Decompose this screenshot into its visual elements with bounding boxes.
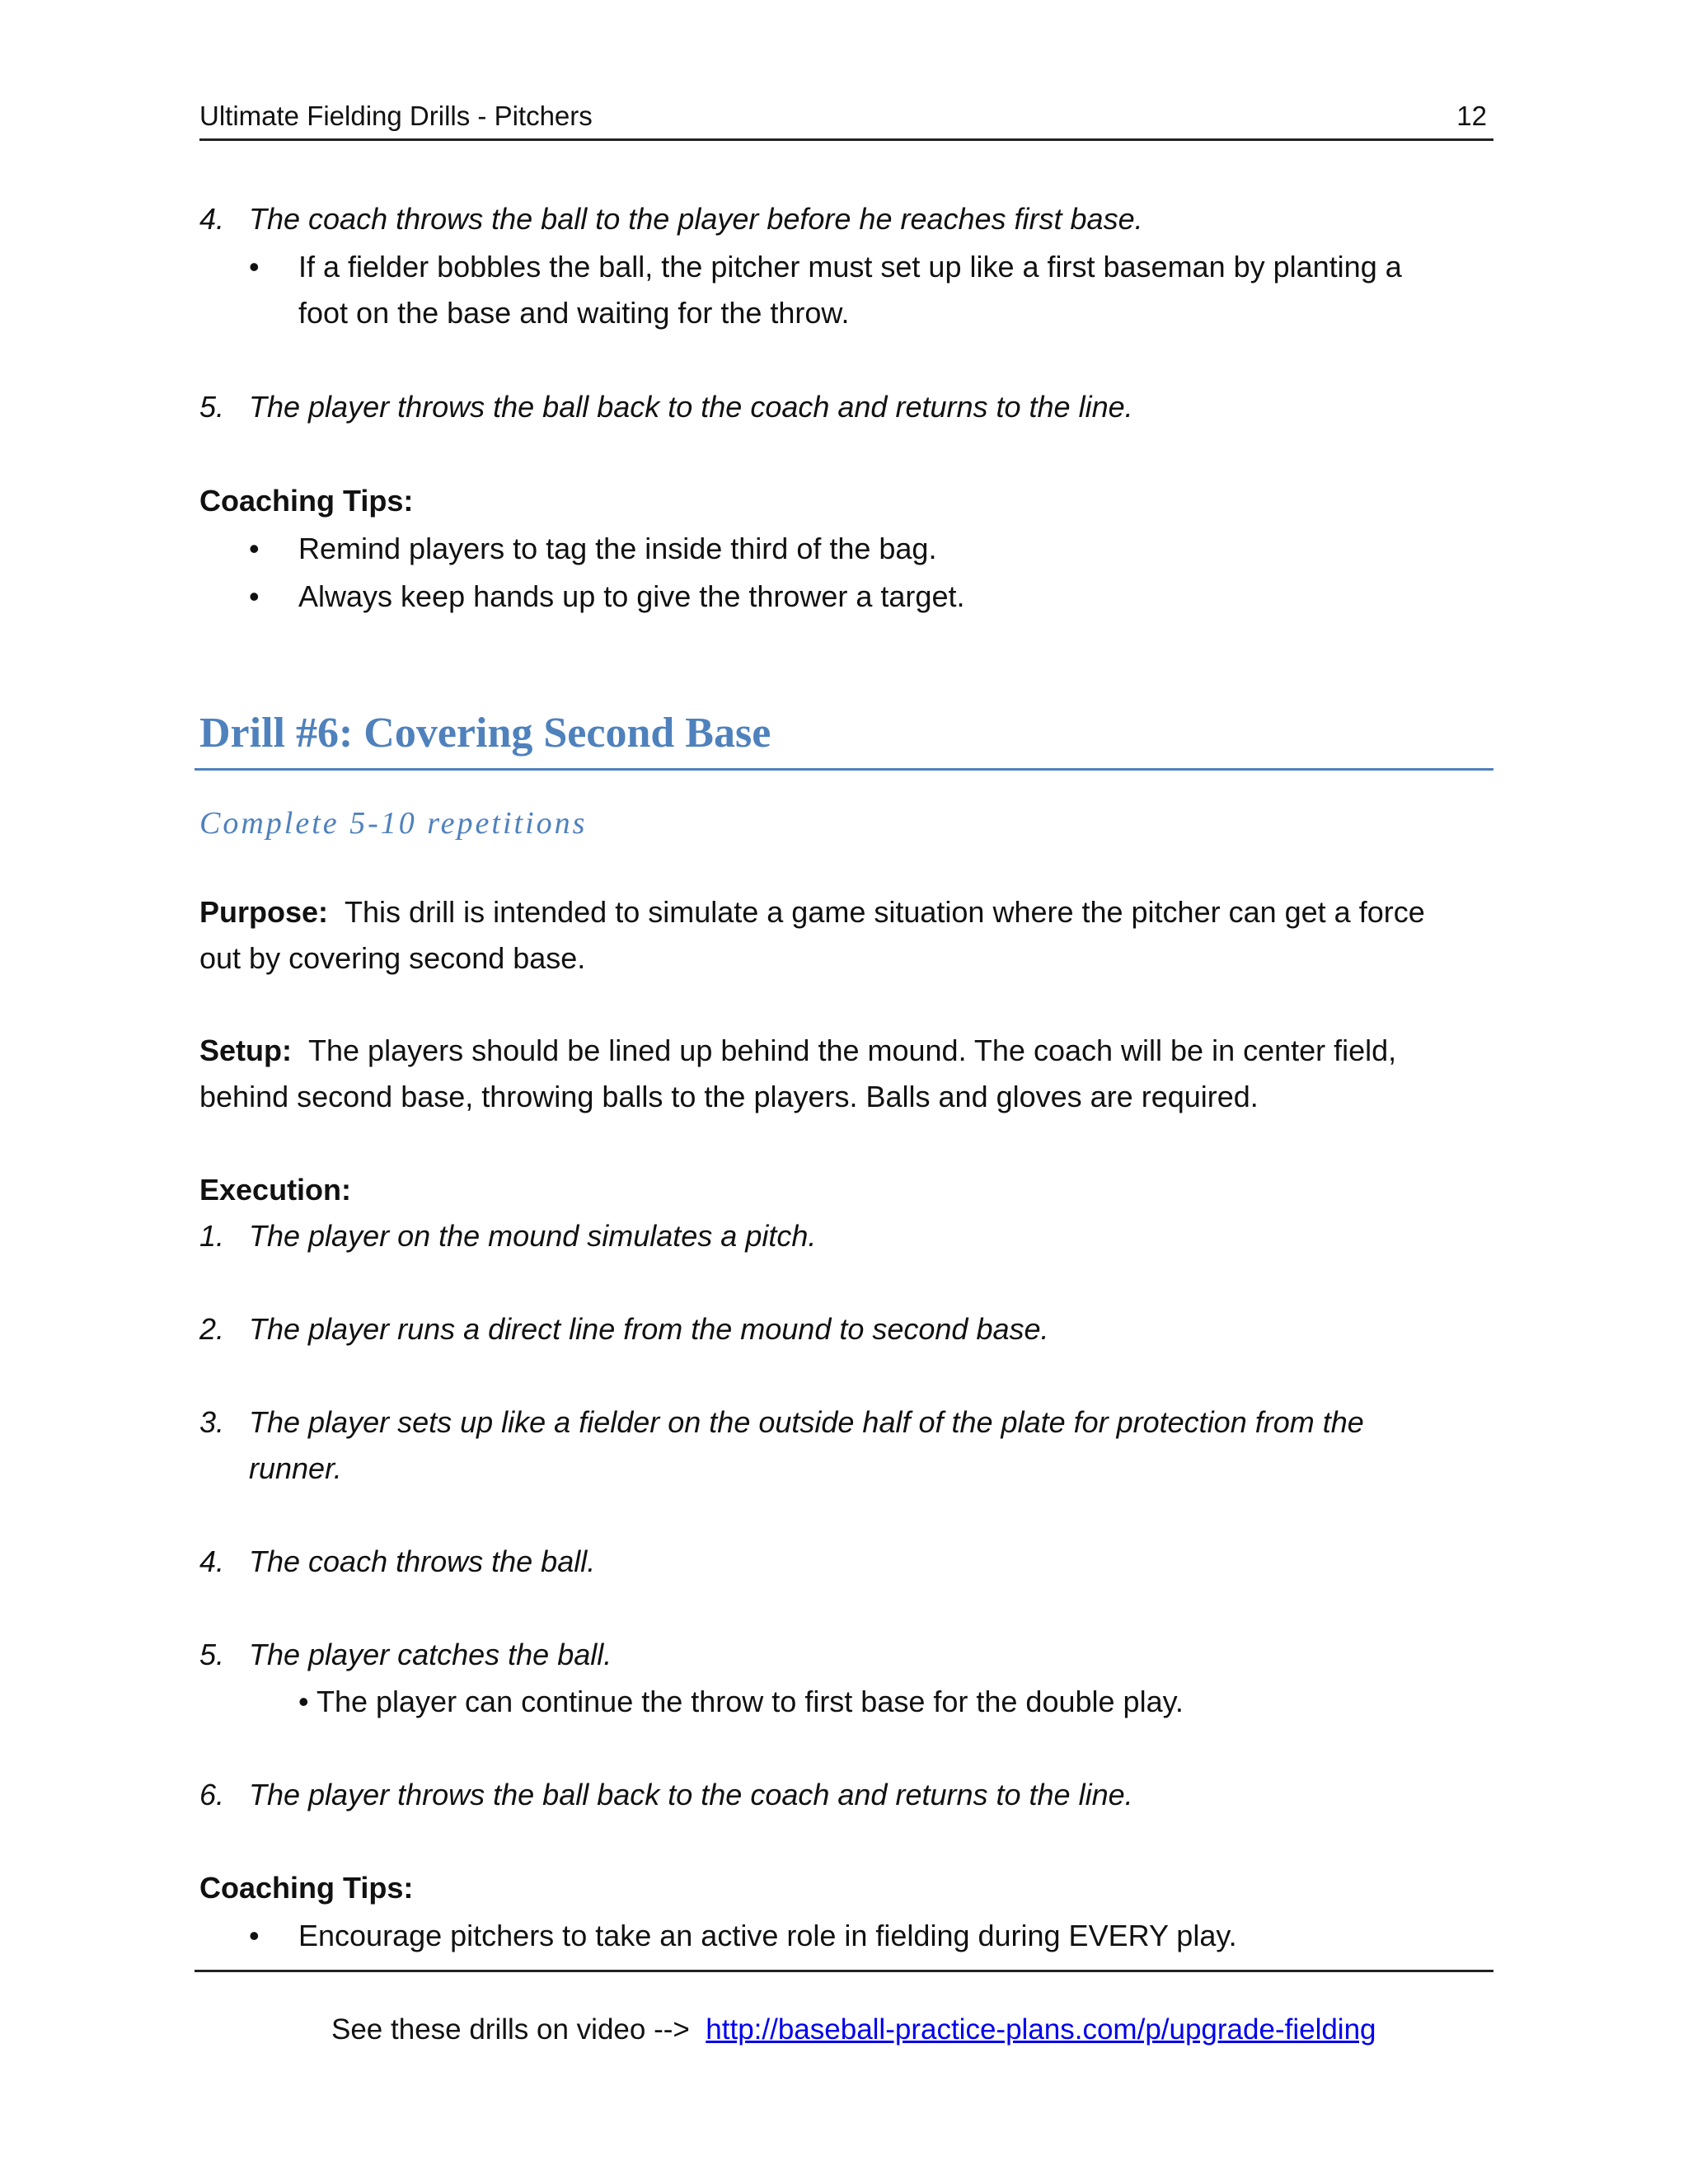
setup-label: Setup:: [199, 1033, 292, 1067]
page-number: 12: [1456, 101, 1487, 131]
page-header: [199, 97, 1493, 141]
drill-title: Drill #6: Covering Second Base: [199, 710, 771, 757]
tip-1: Encourage pitchers to take an active role in fielding during EVERY play.: [298, 1919, 1237, 1952]
header-title: Ultimate Fielding Drills - Pitchers: [199, 101, 593, 131]
purpose-line2: out by covering second base.: [199, 941, 586, 975]
tips-heading: Coaching Tips:: [199, 1871, 414, 1905]
bullet-icon: •: [298, 1685, 309, 1718]
prev-step-4-bullet-line1: If a fielder bobbles the ball, the pitcher must set up like a first baseman by planting a: [298, 250, 1402, 284]
prev-tip-2: Always keep hands up to give the thrower a target.: [298, 579, 965, 613]
prev-step-4-bullet-line2: foot on the base and waiting for the throw.: [298, 296, 850, 330]
setup-line1: Setup: The players should be lined up behind the mound. The coach will be in center field,: [199, 1033, 1397, 1067]
step-1: 1. The player on the mound simulates a pitch.: [199, 1219, 817, 1253]
bullet-icon: •: [249, 250, 260, 284]
bullet-icon: •: [249, 532, 260, 565]
purpose-label: Purpose:: [199, 895, 329, 929]
execution-heading: Execution:: [199, 1173, 352, 1207]
setup-line2: behind second base, throwing balls to the players. Balls and gloves are required.: [199, 1080, 1259, 1113]
prev-step-5: 5. The player throws the ball back to the coach and returns to the line.: [199, 390, 1133, 424]
purpose-line1: Purpose: This drill is intended to simulate a game situation where the pitcher can get a force: [199, 895, 1425, 929]
footer-divider: [195, 1970, 1493, 1972]
prev-tips-heading: Coaching Tips:: [199, 484, 414, 518]
step-5: 5. The player catches the ball.: [199, 1638, 612, 1671]
footer-text: See these drills on video -->: [331, 2013, 690, 2046]
prev-tip-1: Remind players to tag the inside third of the bag.: [298, 532, 937, 565]
bullet-icon: •: [249, 1919, 260, 1952]
step-4: 4. The coach throws the ball.: [199, 1544, 596, 1578]
page-footer: [331, 2007, 1376, 2053]
step-3: 3. The player sets up like a fielder on the outside half of the plate for protection from the: [199, 1405, 1364, 1439]
bullet-icon: •: [249, 579, 260, 613]
step-3-cont: runner.: [249, 1451, 342, 1485]
drill-subtitle: Complete 5-10 repetitions: [199, 806, 588, 841]
title-divider: [195, 768, 1493, 771]
prev-step-4: 4. The coach throws the ball to the player before he reaches first base.: [199, 202, 1143, 236]
video-link[interactable]: http://baseball-practice-plans.com/p/upgrade-fielding: [706, 2013, 1376, 2046]
step-6: 6. The player throws the ball back to the coach and returns to the line.: [199, 1778, 1133, 1811]
step-2: 2. The player runs a direct line from the mound to second base.: [199, 1312, 1049, 1346]
step-5-bullet: • The player can continue the throw to first base for the double play.: [298, 1685, 1184, 1718]
